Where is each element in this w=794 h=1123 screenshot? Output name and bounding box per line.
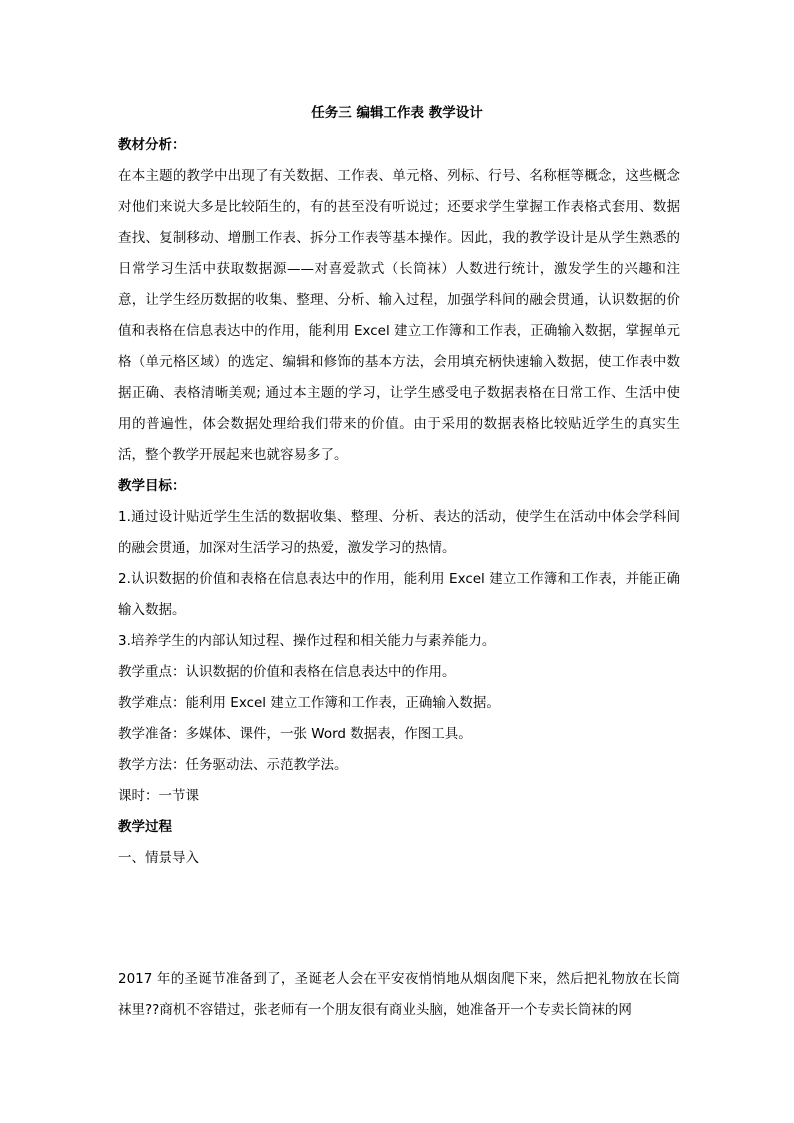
section1-title: 一、情景导入 bbox=[118, 850, 199, 866]
goal-item-1: 1.通过设计贴近学生生活的数据收集、整理、分析、表达的活动，使学生在活动中体会学科间的融会贯通，加深对生活学习的热爱，激发学习的热情。 bbox=[118, 509, 680, 556]
class-hours: 课时：一节课 bbox=[118, 788, 199, 804]
document-title: 任务三 编辑工作表 教学设计 bbox=[311, 105, 483, 121]
document-body bbox=[118, 130, 680, 1026]
key-point: 教学重点：认识数据的价值和表格在信息表达中的作用。 bbox=[118, 664, 456, 680]
analysis-heading: 教材分析： bbox=[118, 137, 186, 153]
goal-item-2: 2.认识数据的价值和表格在信息表达中的作用，能利用 Excel 建立工作簿和工作表，并能正确输入数据。 bbox=[118, 571, 680, 618]
section1-paragraph: 2017 年的圣诞节准备到了，圣诞老人会在平安夜悄悄地从烟囱爬下来，然后把礼物放在长筒袜里??商机不容错过，张老师有一个朋友很有商业头脑，她准备开一个专卖长筒袜的网 bbox=[118, 971, 680, 1018]
goal-item-3: 3.培养学生的内部认知过程、操作过程和相关能力与素养能力。 bbox=[118, 633, 496, 649]
analysis-paragraph: 在本主题的教学中出现了有关数据、工作表、单元格、列标、行号、名称框等概念，这些概念对他们来说大多是比较陌生的，有的甚至没有听说过；还要求学生掌握工作表格式套用、数据查找、复制移动、增删工作表、拆分工作表等基本操作。因此，我的教学设计是从学生熟悉的日常学习生活中获取数据源——对喜爱款式（长筒袜）人数进行统计，激发学生的兴趣和注意，让学生经历数据的收集、整理、分析、输入过程，加强学科间的融会贯通，认识数据的价值和表格在信息表达中的作用，能利用 Excel 建立工作簿和工作表，正确输入数据，掌握单元格（单元格区域）的选定、编辑和修饰的基本方法，会用填充柄快速输入数据，使工作表中数据正确、表格清晰美观; 通过本主题的学习，让学生感受电子数据表格在日常工作、生活中使用的普遍性，体会数据处理给我们带来的价值。由于采用的数据表格比较贴近学生的真实生活，整个教学开展起来也就容易多了。 bbox=[118, 168, 680, 463]
goals-heading: 教学目标： bbox=[118, 478, 186, 494]
difficulty: 教学难点：能利用 Excel 建立工作簿和工作表，正确输入数据。 bbox=[118, 695, 500, 711]
methods: 教学方法：任务驱动法、示范教学法。 bbox=[118, 757, 348, 773]
blank-space bbox=[118, 874, 680, 964]
process-heading: 教学过程 bbox=[118, 819, 172, 835]
preparation: 教学准备：多媒体、课件，一张 Word 数据表，作图工具。 bbox=[118, 726, 472, 742]
